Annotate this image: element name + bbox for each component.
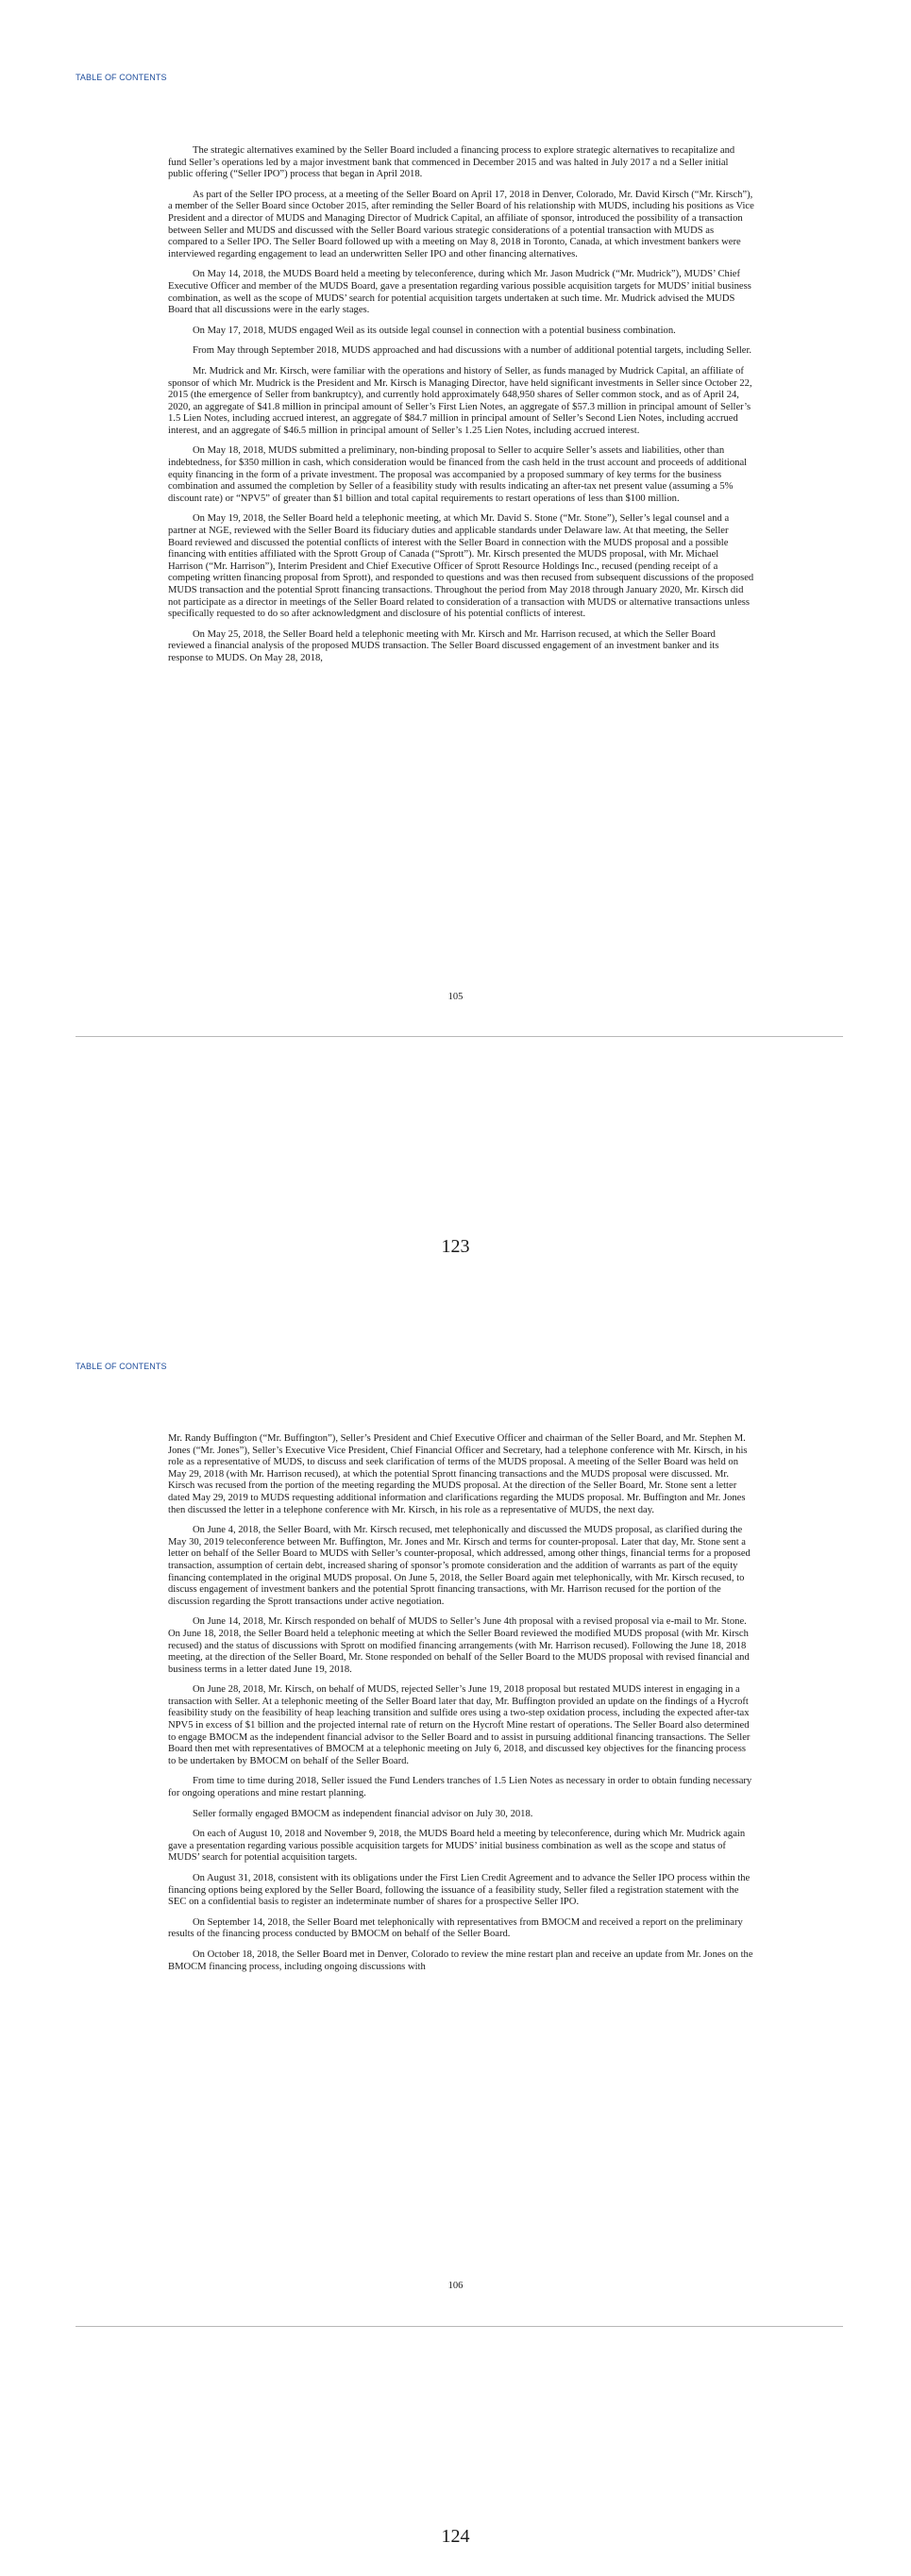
- page-divider: [76, 1036, 843, 1037]
- table-of-contents-link[interactable]: TABLE OF CONTENTS: [76, 73, 167, 82]
- paragraph: On August 31, 2018, consistent with its obligations under the First Lien Credit Agreement and to advance the Seller IPO process within the financing options being explored by the Seller Board, following the issuance of a feasibility study, Seller filed a registration statement with the SEC on a confidential basis to register an indeterminate number of shares for a prospective Seller IPO.: [168, 1873, 751, 1908]
- page-106-body: [168, 1433, 754, 1982]
- paragraph: On June 14, 2018, Mr. Kirsch responded on behalf of MUDS to Seller’s June 4th proposal with a revised proposal via e-mail to Mr. Stone. On June 18, 2018, the Seller Board held a telephonic meeting at which the Seller Board reviewed the modified MUDS proposal (with Mr. Kirsch recused) and the status of discussions with Sprott on modified financing arrangements (with Mr. Harrison recused). Following the June 18, 2018 meeting, at the direction of the Seller Board, Mr. Stone responded on behalf of the Seller Board to the MUDS proposal with revised financial and business terms in a letter dated June 19, 2018.: [168, 1616, 750, 1675]
- paragraph: On September 14, 2018, the Seller Board met telephonically with representatives from BMOCM and received a report on the preliminary results of the financing process conducted by BMOCM on behalf of the Seller Board.: [168, 1916, 743, 1940]
- paragraph: On October 18, 2018, the Seller Board met in Denver, Colorado to review the mine restart plan and receive an update from Mr. Jones on the BMOCM financing process, including ongoing discussions with: [168, 1949, 753, 1972]
- page-number: 105: [447, 992, 464, 1002]
- paragraph: On each of August 10, 2018 and November 9, 2018, the MUDS Board held a meeting by teleconference, during which Mr. Mudrick again gave a presentation regarding various possible acquisition targets for MUDS’ initial business combination as well as the scope and status of MUDS’ search for potential acquisition targets.: [168, 1829, 746, 1864]
- paragraph: On May 19, 2018, the Seller Board held a telephonic meeting, at which Mr. David S. Stone (“Mr. Stone”), Seller’s legal counsel and a partner at NGE, reviewed with the Seller Board its fiduciary duties and applicable standards under Delaware law. At that meeting, the Seller Board reviewed and discussed the potential conflicts of interest with the Seller Board in connection with the MUDS proposal and a possible financing with entities affiliated with the Sprott Group of Canada (“Sprott”). Mr. Kirsch presented the MUDS proposal, with Mr. Michael Harrison (“Mr. Harrison”), Interim President and Chief Executive Officer of Sprott Resource Holdings Inc., recused (pending receipt of a competing written financing proposal from Sprott), and responded to questions and was then recused from subsequent discussions of the proposed MUDS transaction and the potential Sprott financing transactions. Throughout the period from May 2018 through January 2020, Mr. Kirsch did not participate as a director in meetings of the Seller Board related to consideration of a transaction with MUDS or alternative transactions unless specifically requested to do so after acknowledgment and disclosure of his potential conflicts of interest.: [168, 513, 754, 620]
- table-of-contents-link[interactable]: TABLE OF CONTENTS: [76, 1362, 167, 1371]
- paragraph: From time to time during 2018, Seller issued the Fund Lenders tranches of 1.5 Lien Notes as necessary in order to obtain funding necessary for ongoing operations and mine restart planning.: [168, 1776, 752, 1799]
- pdf-page-number: 123: [441, 1236, 470, 1257]
- paragraph: Mr. Mudrick and Mr. Kirsch, were familiar with the operations and history of Seller, as funds managed by Mudrick Capital, an affiliate of sponsor of which Mr. Mudrick is the President and Mr. Kirsch is Managing Director, have held significant investments in Seller since October 22, 2015 (the emergence of Seller from bankruptcy), and currently hold approximately 648,950 shares of Seller common stock, and as of April 24, 2020, an aggregate of $41.8 million in principal amount of Seller’s First Lien Notes, an aggregate of $57.3 million in principal amount of Seller’s 1.5 Lien Notes, including accrued interest, an aggregate of $84.7 million in principal amount of Seller’s Second Lien Notes, including accrued interest, and an aggregate of $46.5 million in principal amount of Seller’s 1.25 Lien Notes, including accrued interest.: [168, 365, 752, 436]
- pdf-page-number: 124: [441, 2526, 470, 2547]
- paragraph: As part of the Seller IPO process, at a meeting of the Seller Board on April 17, 2018 in Denver, Colorado, Mr. David Kirsch (“Mr. Kirsch”), a member of the Seller Board since October 2015, after reminding the Seller Board of his relationship with MUDS, including his positions as Vice President and a director of MUDS and Managing Director of Mudrick Capital, an affiliate of sponsor, introduced the possibility of a transaction between Seller and MUDS and discussed with the Seller Board various strategic considerations of a potential transaction with MUDS as compared to a Seller IPO. The Seller Board followed up with a meeting on May 8, 2018 in Toronto, Canada, at which investment bankers were interviewed regarding engagement to lead an underwritten Seller IPO and other financing alternatives.: [168, 189, 754, 259]
- paragraph: Seller formally engaged BMOCM as independent financial advisor on July 30, 2018.: [193, 1808, 533, 1819]
- paragraph: On May 25, 2018, the Seller Board held a telephonic meeting with Mr. Kirsch and Mr. Harrison recused, at which the Seller Board reviewed a financial analysis of the proposed MUDS transaction. The Seller Board discussed engagement of an investment banker and its response to MUDS. On May 28, 2018,: [168, 628, 719, 663]
- paragraph: Mr. Randy Buffington (“Mr. Buffington”), Seller’s President and Chief Executive Officer and chairman of the Seller Board, and Mr. Stephen M. Jones (“Mr. Jones”), Seller’s Executive Vice President, Chief Financial Officer and Secretary, had a telephone conference with Mr. Kirsch, in his role as a representative of MUDS, to discuss and seek clarification of terms of the MUDS proposal. A meeting of the Seller Board was held on May 29, 2018 (with Mr. Harrison recused), at which the potential Sprott financing transactions and the MUDS proposal were discussed. Mr. Kirsch was recused from the portion of the meeting regarding the MUDS proposal. At the direction of the Seller Board, Mr. Stone sent a letter dated May 29, 2019 to MUDS requesting additional information and clarifications regarding the MUDS proposal. Mr. Buffington and Mr. Jones then discussed the letter in a telephone conference with Mr. Kirsch, in his role as a representative of MUDS, the next day.: [168, 1433, 748, 1515]
- paragraph: On May 18, 2018, MUDS submitted a preliminary, non-binding proposal to Seller to acquire Seller’s assets and liabilities, other than indebtedness, for $350 million in cash, which consideration would be financed from the cash held in the trust account and proceeds of additional equity financing in the form of a private investment. The proposal was accompanied by a proposed summary of key terms for the business combination and assumed the completion by Seller of a feasibility study with results indicating an after-tax net present value (assuming a 5% discount rate) or “NPV5” of greater than $1 billion and total capital requirements to restart operations of less than $100 million.: [168, 445, 748, 504]
- page-105-body: [168, 145, 754, 674]
- paragraph: On June 28, 2018, Mr. Kirsch, on behalf of MUDS, rejected Seller’s June 19, 2018 proposal but restated MUDS interest in engaging in a transaction with Seller. At a telephonic meeting of the Seller Board later that day, Mr. Buffington provided an update on the findings of a Hycroft feasibility study on the feasibility of heap leaching transition and sulfide ores using a two-step oxidation process, including the expected after-tax NPV5 in excess of $1 billion and the projected internal rate of return on the Hycroft Mine restart of operations. The Seller Board also determined to engage BMOCM as the independent financial advisor to the Seller Board and to assist in pursuing additional financing transactions. The Seller Board then met with representatives of BMOCM at a telephonic meeting on July 6, 2018, and discussed key objectives for the financing process to be undertaken by BMOCM on behalf of the Seller Board.: [168, 1684, 751, 1766]
- page-divider: [76, 2326, 843, 2327]
- page-number: 106: [447, 2281, 464, 2291]
- paragraph: On June 4, 2018, the Seller Board, with Mr. Kirsch recused, met telephonically and discussed the MUDS proposal, as clarified during the May 30, 2019 teleconference between Mr. Buffington, Mr. Jones and Mr. Kirsch and terms for counter-proposal. Later that day, Mr. Stone sent a letter on behalf of the Seller Board to MUDS with Seller’s counter-proposal, which addressed, among other things, financial terms for a proposed transaction, assumption of certain debt, increased sharing of sponsor’s promote consideration and the addition of warrants as part of the equity financing contemplated in the original MUDS proposal. On June 5, 2018, the Seller Board again met telephonically, with Mr. Kirsch recused, to discuss engagement of investment bankers and the potential Sprott financing transactions, with Mr. Harrison recused for the portion of the discussion regarding the Sprott transactions under active negotiation.: [168, 1525, 751, 1607]
- paragraph: On May 17, 2018, MUDS engaged Weil as its outside legal counsel in connection with a potential business combination.: [193, 325, 676, 336]
- paragraph: The strategic alternatives examined by the Seller Board included a financing process to explore strategic alternatives to recapitalize and fund Seller’s operations led by a major investment bank that commenced in December 2015 and was halted in July 2017 a nd a Seller initial public offering (“Seller IPO”) process that began in April 2018.: [168, 145, 735, 180]
- paragraph: From May through September 2018, MUDS approached and had discussions with a number of additional potential targets, including Seller.: [193, 345, 752, 357]
- paragraph: On May 14, 2018, the MUDS Board held a meeting by teleconference, during which Mr. Jason Mudrick (“Mr. Mudrick”), MUDS’ Chief Executive Officer and member of the MUDS Board, gave a presentation regarding various possible acquisition targets for MUDS’ initial business combination, as well as the scope of MUDS’ search for potential acquisition targets undertaken at such time. Mr. Mudrick advised the MUDS Board that all discussions were in the early stages.: [168, 269, 751, 316]
